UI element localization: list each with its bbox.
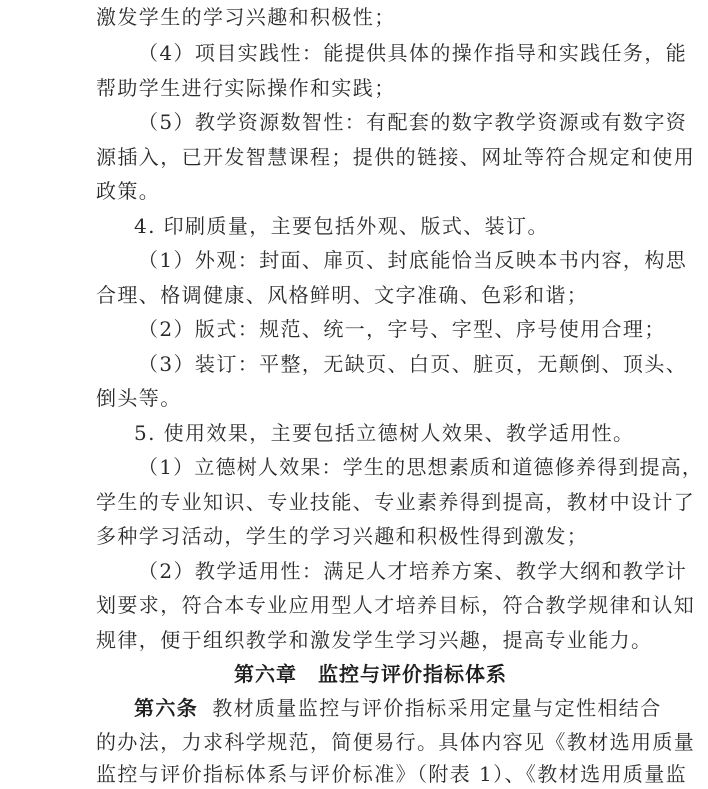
- section-item: 4. 印刷质量，主要包括外观、版式、装订。: [134, 214, 549, 238]
- paragraph-line: （4）项目实践性：能提供具体的操作指导和实践任务，能: [138, 41, 688, 65]
- paragraph-line: 的办法，力求科学规范，简便易行。具体内容见《教材选用质量: [96, 730, 696, 754]
- paragraph-line: （2）教学适用性：满足人才培养方案、教学大纲和教学计: [138, 559, 688, 583]
- paragraph-line: 学生的专业知识、专业技能、专业素养得到提高，教材中设计了: [96, 490, 696, 514]
- section-item: 5. 使用效果，主要包括立德树人效果、教学适用性。: [134, 421, 635, 445]
- article-paragraph: [134, 693, 662, 723]
- paragraph-line: 帮助学生进行实际操作和实践；: [96, 76, 396, 100]
- paragraph-line: （5）教学资源数智性：有配套的数字教学资源或有数字资: [138, 110, 688, 134]
- article-text: 教材质量监控与评价指标采用定量与定性相结合: [212, 696, 662, 720]
- paragraph-line: （3）装订：平整，无缺页、白页、脏页，无颠倒、顶头、: [138, 352, 688, 376]
- paragraph-line: 源插入，已开发智慧课程；提供的链接、网址等符合规定和使用: [96, 145, 696, 169]
- paragraph-line: （1）立德树人效果：学生的思想素质和道德修养得到提高，: [138, 455, 704, 479]
- paragraph-line: 政策。: [96, 179, 161, 203]
- paragraph-line: （2）版式：规范、统一，字号、字型、序号使用合理；: [138, 317, 666, 341]
- paragraph-line: 倒头等。: [96, 386, 182, 410]
- paragraph-line: 规律，便于组织教学和激发学生学习兴趣，提高专业能力。: [96, 628, 653, 652]
- article-label: 第六条: [134, 696, 199, 720]
- paragraph-line: 激发学生的学习兴趣和积极性；: [96, 5, 396, 29]
- paragraph-line: 多种学习活动，学生的学习兴趣和积极性得到激发；: [96, 524, 589, 548]
- paragraph-line: 合理、格调健康、风格鲜明、文字准确、色彩和谐；: [96, 283, 589, 307]
- paragraph-line: （1）外观：封面、扉页、封底能恰当反映本书内容，构思: [138, 248, 688, 272]
- chapter-heading: 第六章 监控与评价指标体系: [234, 662, 507, 686]
- paragraph-line: 划要求，符合本专业应用型人才培养目标，符合教学规律和认知: [96, 593, 696, 617]
- paragraph-line: 监控与评价指标体系与评价标准》（附表 1）、《教材选用质量监: [96, 762, 688, 786]
